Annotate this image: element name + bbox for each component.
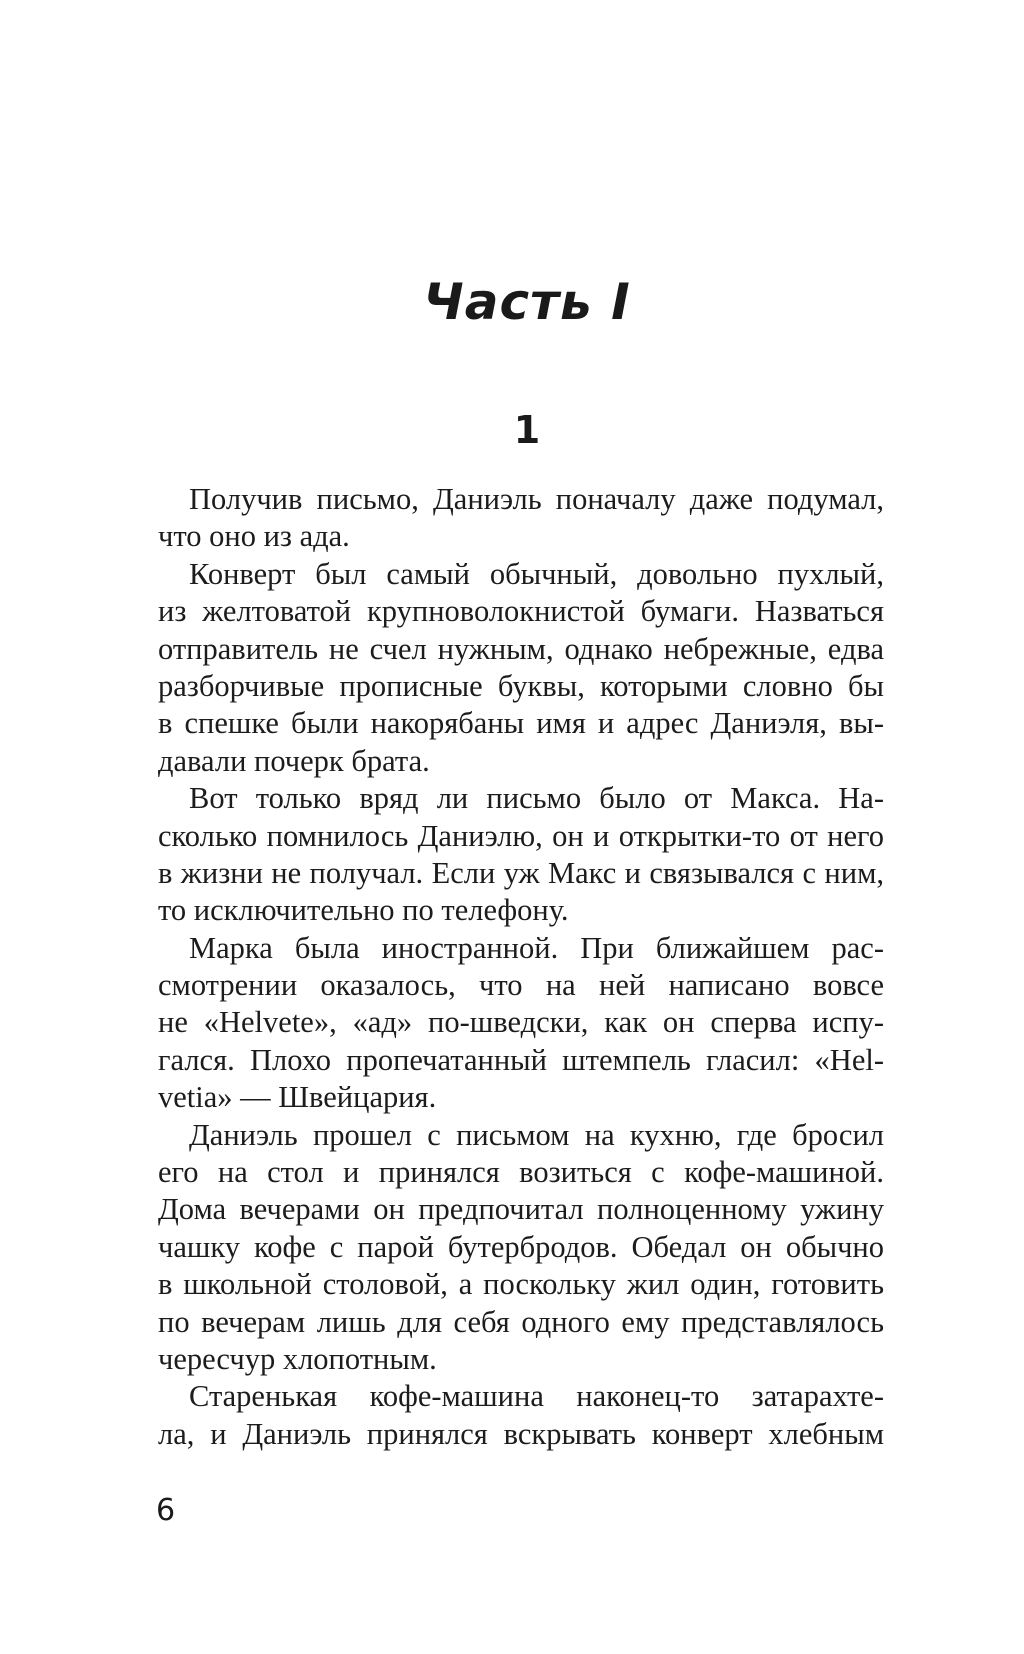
page-number: 6 bbox=[156, 1493, 176, 1528]
text-line: ла, и Даниэль принялся вскрывать конверт хлебным bbox=[158, 1416, 884, 1451]
text-line: давали почерк брата. bbox=[158, 743, 430, 778]
text-line: из желтоватой крупноволокнистой бумаги. Назваться bbox=[158, 594, 884, 629]
text-line: чашку кофе с парой бутербродов. Обедал он обычно bbox=[158, 1229, 884, 1264]
text-line: то исключительно по телефону. bbox=[158, 893, 569, 928]
text-line: разборчивые прописные буквы, которыми словно бы bbox=[158, 668, 884, 703]
text-line: сколько помнилось Даниэлю, он и открытки-то от него bbox=[158, 818, 884, 853]
text-line: Получив письмо, Даниэль поначалу даже подумал, bbox=[189, 482, 884, 516]
chapter-number: 1 bbox=[513, 408, 541, 452]
part-title: Часть I bbox=[423, 273, 631, 331]
body-text bbox=[158, 481, 884, 1453]
text-line: чересчур хлопотным. bbox=[158, 1341, 437, 1376]
text-line: отправитель не счел нужным, однако небрежные, едва bbox=[158, 631, 884, 666]
text-line: по вечерам лишь для себя одного ему представлялось bbox=[158, 1304, 884, 1339]
text-line: что оно из ада. bbox=[158, 519, 350, 554]
text-line: гался. Плохо пропечатанный штемпель гласил: «Hel- bbox=[158, 1042, 884, 1077]
text-line: Марка была иностранной. При ближайшем рас- bbox=[189, 930, 884, 965]
text-line: в спешке были накорябаны имя и адрес Даниэля, вы- bbox=[158, 706, 884, 741]
text-line: не «Helvete», «ад» по-шведски, как он сперва испу- bbox=[158, 1005, 884, 1040]
text-line: Конверт был самый обычный, довольно пухлый, bbox=[189, 556, 884, 591]
text-line: его на стол и принялся возиться с кофе-машиной. bbox=[158, 1155, 884, 1190]
text-line: в жизни не получал. Если уж Макс и связывался с ним, bbox=[158, 855, 884, 890]
text-line: смотрении оказалось, что на ней написано вовсе bbox=[158, 968, 884, 1003]
text-line: Даниэль прошел с письмом на кухню, где бросил bbox=[189, 1117, 884, 1152]
text-line: vetia» — Швейцария. bbox=[158, 1080, 437, 1115]
text-line: Дома вечерами он предпочитал полноценному ужину bbox=[158, 1192, 884, 1227]
text-line: в школьной столовой, а поскольку жил один, готовить bbox=[158, 1267, 884, 1302]
text-line: Вот только вряд ли письмо было от Макса. На- bbox=[189, 781, 884, 816]
text-line: Старенькая кофе-машина наконец-то затарахте- bbox=[189, 1379, 884, 1414]
